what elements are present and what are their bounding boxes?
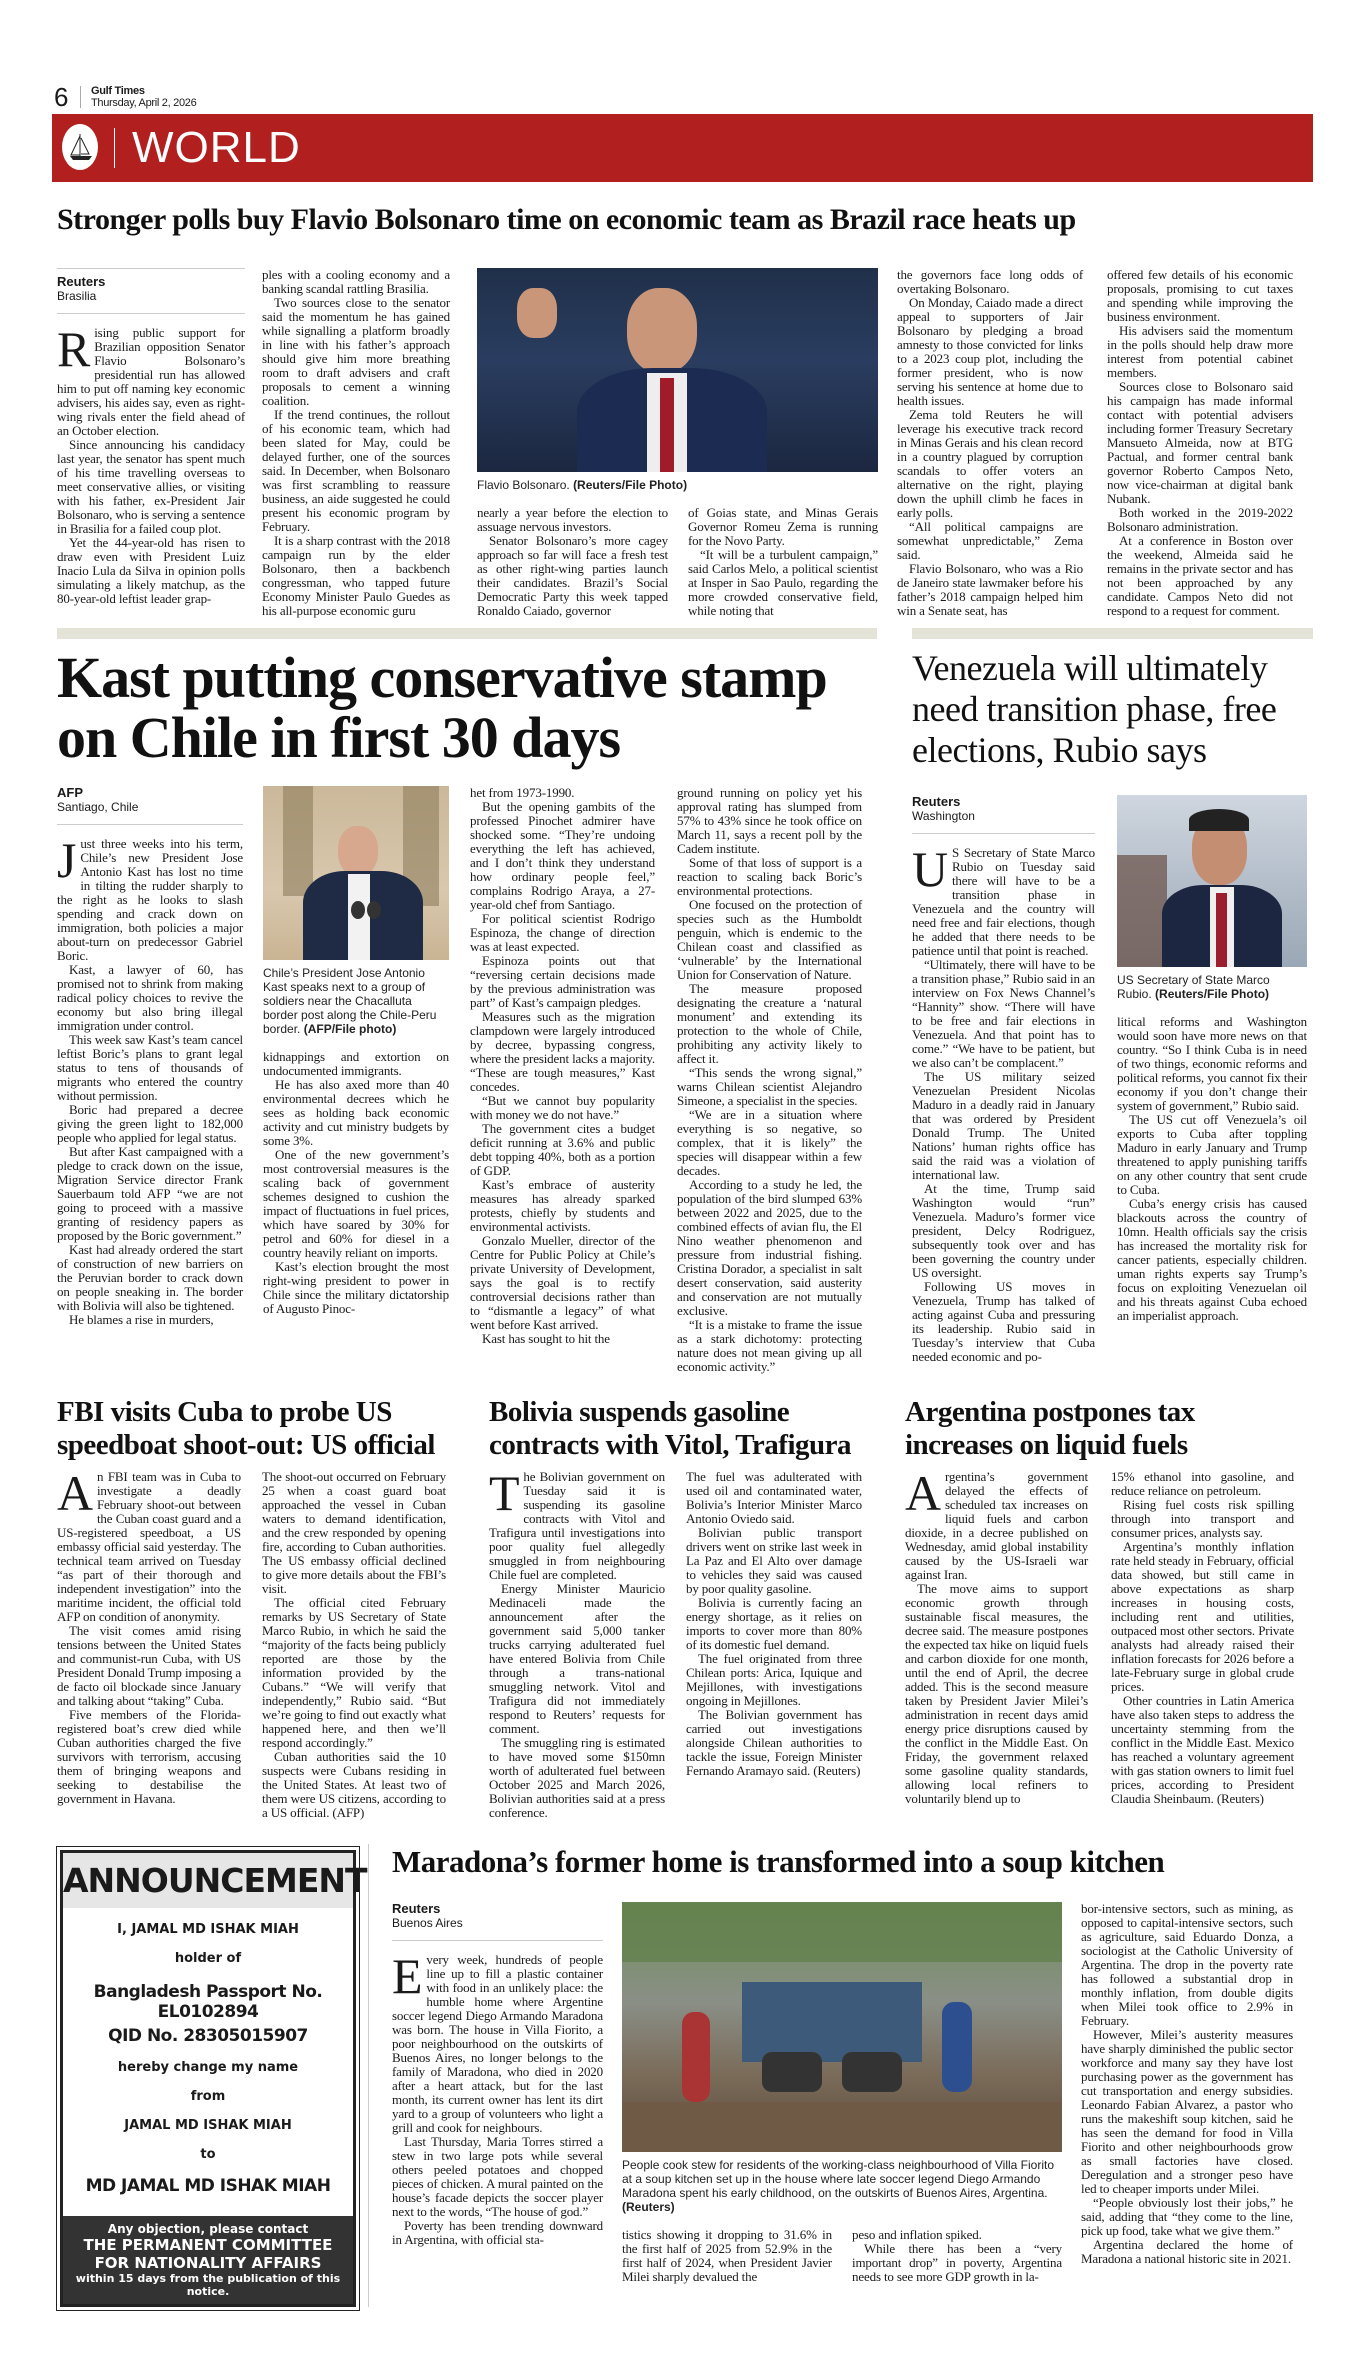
- maradona-column-3: [852, 2228, 1062, 2284]
- dateline: Brasilia: [57, 289, 97, 303]
- headline-kast: Kast putting conservative stamp on Chile in first 30 days: [57, 645, 827, 770]
- argentina-column-1: [905, 1465, 1088, 1806]
- photo-credit: (Reuters/File Photo): [573, 478, 688, 492]
- article-paragraph: litical reforms and Washington would soon have more news on that country. “So I think Cuba is in need of two things, economic reforms and political reforms, you cannot fix their economy if you don’t change their system of government,” Rubio said.: [1117, 1014, 1307, 1113]
- article-paragraph: “It will be a turbulent campaign,” said Carlos Melo, a political scientist at Insper in Sao Paulo, regarding the more crowded conservative field, while noting that: [688, 547, 878, 618]
- article-paragraph: An FBI team was in Cuba to investigate a deadly February shoot-out between the Cuban coast guard and a US-registered speedboat, a US embassy official said yesterday. The technical team arrived on Tuesday “as part of their thorough and independent investigation” into the maritime incident, the official told AFP on condition of anonymity.: [57, 1465, 241, 1624]
- headline-brazil: Stronger polls buy Flavio Bolsonaro time on economic team as Brazil race heats up: [57, 203, 1076, 236]
- article-paragraph: peso and inflation spiked.: [852, 2227, 982, 2242]
- caption-text: US Secretary of State Marco Rubio.: [1117, 973, 1270, 1001]
- footer-committee: THE PERMANENT COMMITTEE FOR NATIONALITY AFFAIRS: [83, 2236, 333, 2272]
- article-paragraph: However, Milei’s austerity measures have sharply diminished the public sector workforce and many say they have lost purchasing power as the government has cut transportation and energy subsidies. Leonardo Fabian Alvarez, a pastor who runs the makeshift soup kitchen, said he has seen the demand for food in Villa Fiorito and other neighbourhoods grow as small factories have closed. Deregulation and a stronger peso have led to cheaper imports under Milei.: [1081, 2027, 1293, 2196]
- article-paragraph: Last Thursday, Maria Torres stirred a stew in two large pots while several others peeled potatoes and chopped pieces of chicken. A mural painted on the house’s facade depicts the soccer player next to the words, “The house of god.”: [392, 2134, 603, 2219]
- article-paragraph: Gonzalo Mueller, director of the Centre for Public Policy at Chile’s private University of Development, says the goal is to rectify controversial decisions rather than to “dismantle a legacy” of what went before Kast arrived.: [470, 1233, 655, 1332]
- kast-column-2: [263, 1050, 449, 1316]
- article-paragraph: het from 1973-1990.: [470, 785, 575, 800]
- kast-column-3: [470, 786, 655, 1346]
- paper-name: Gulf Times: [91, 85, 145, 97]
- article-paragraph: ground running on policy yet his approval rating has slumped from 57% to 43% since he took office on March 11, says a recent poll by the Cadem institute.: [677, 785, 862, 856]
- headline-fbi: FBI visits Cuba to probe US speedboat shoot-out: US official: [57, 1396, 435, 1461]
- article-paragraph: The move aims to support economic growth through sustainable fiscal measures, the decree said. The measure postpones the expected tax hike on liquid fuels and carbon dioxide for one month, until the end of April, the decree added. This is the second measure taken by President Javier Milei’s administration in recent days amid energy price disruptions caused by the conflict in the Middle East. On Friday, the government relaxed some gasoline quality standards, allowing local refiners to voluntarily blend up to: [905, 1581, 1088, 1806]
- article-paragraph: Five members of the Florida-registered boat’s crew died while Cuban authorities charged the five survivors with terrorism, accusing them of bringing weapons and seeking to destabilise the government in Havana.: [57, 1707, 241, 1806]
- announcement-title: ANNOUNCEMENT: [63, 1853, 353, 1908]
- article-paragraph: Flavio Bolsonaro, who was a Rio de Janeiro state lawmaker before his father’s 2018 campaign helped him win a Senate seat, has: [897, 561, 1083, 618]
- caption-text: People cook stew for residents of the working-class neighbourhood of Villa Fiorito at a soup kitchen set up in the house where late soccer legend Diego Armando Maradona spent his early childhood, on the outskirts of Buenos Aires, Argentina.: [622, 2158, 1055, 2200]
- article-paragraph: Poverty has been trending downward in Argentina, with official sta-: [392, 2218, 603, 2247]
- maradona-column-2: [622, 2228, 832, 2284]
- maradona-column-1: [392, 1948, 603, 2247]
- article-paragraph: Both worked in the 2019-2022 Bolsonaro administration.: [1107, 505, 1293, 534]
- headline-bolivia: Bolivia suspends gasoline contracts with Vitol, Trafigura: [489, 1396, 851, 1461]
- byline-brazil: [57, 268, 245, 314]
- article-paragraph: Bolivian public transport drivers went on strike last week in La Paz and El Alto over damage to vehicles they said was caused by poor quality gasoline.: [686, 1525, 862, 1596]
- article-paragraph: ples with a cooling economy and a banking scandal rattling Brasilia.: [262, 267, 450, 296]
- kast-column-4: [677, 786, 862, 1374]
- article-paragraph: At a conference in Boston over the weekend, Almeida said he remains in the private sector and has not been approached by any candidate. Campos Neto did not respond to a request for comment.: [1107, 533, 1293, 618]
- agency: Reuters: [57, 274, 106, 289]
- maradona-article: [392, 1844, 1294, 2284]
- bolivia-column-1: [489, 1465, 665, 1820]
- agency: Reuters: [392, 1901, 441, 1916]
- article-paragraph: Argentina declared the home of Maradona a national historic site in 2021.: [1081, 2237, 1293, 2266]
- article-paragraph: One focused on the protection of species such as the Humboldt penguin, which is endemic to the Chilean coast and classified as ‘vulnerable’ by the International Union for Conservation of Nature.: [677, 897, 862, 982]
- headline-argentina: Argentina postpones tax increases on liquid fuels: [905, 1396, 1195, 1461]
- article-paragraph: “This sends the wrong signal,” warns Chilean scientist Alejandro Simeone, a specialist in the species.: [677, 1065, 862, 1108]
- article-paragraph: Energy Minister Mauricio Medinaceli made the announcement after the government said 5,000 tanker trucks carrying adulterated fuel have entered Bolivia from Chile through a trans-national smuggling network. Vitol and Trafigura did not immediately respond to Reuters’ requests for comment.: [489, 1581, 665, 1736]
- article-paragraph: Kast’s embrace of austerity measures has already sparked protests, chiefly by students and environmental activists.: [470, 1177, 655, 1234]
- article-paragraph: The fuel was adulterated with used oil and contaminated water, Bolivia’s Interior Minister Marco Antonio Oviedo said.: [686, 1469, 862, 1526]
- article-paragraph: “Ultimately, there will have to be a transition phase,” Rubio said in an interview on Fox News Channel’s “Hannity” show. “There will have to be free and fair elections in Venezuela. And that point has to come.” “We have to be patient, but we also can’t be complacent.”: [912, 957, 1095, 1070]
- footer-line: within 15 days from the publication of this notice.: [75, 2272, 341, 2298]
- article-paragraph: of Goias state, and Minas Gerais Governor Romeu Zema is running for the Novo Party.: [688, 505, 878, 548]
- kast-article: [57, 645, 887, 1374]
- old-name: JAMAL MD ISHAK MIAH: [124, 2118, 292, 2133]
- page-content: [57, 203, 1313, 2307]
- passport-number: Bangladesh Passport No. EL0102894: [93, 1982, 323, 2022]
- article-paragraph: The Bolivian government on Tuesday said it is suspending its gasoline contracts with Vitol and Trafigura until investigations into poor quality fuel allegedly smuggled in from neighbouring Chile fuel are completed.: [489, 1465, 665, 1582]
- announcement-line: hereby change my name: [117, 2060, 299, 2075]
- photo-jose-antonio-kast: [263, 786, 449, 960]
- article-paragraph: The US cut off Venezuela’s oil exports to Cuba after toppling Maduro in early January and Trump threatened to apply punishing tariffs on any other country that sent crude to Cuba.: [1117, 1112, 1307, 1197]
- article-paragraph: Just three weeks into his term, Chile’s new President Jose Antonio Kast has lost no time in tilting the rudder sharply to the right as he looks to slash spending and crack down on immigration, both policies a major about-turn on predecessor Gabriel Boric.: [57, 832, 243, 963]
- announcement-ad: [60, 1850, 367, 2307]
- article-paragraph: The measure proposed designating the creature a ‘natural monument’ and extending its protection to the whole of Chile, prohibiting any activity likely to affect it.: [677, 981, 862, 1066]
- article-paragraph: “People obviously lost their jobs,” he said, adding that “they come to the line, pick up food, take what we give them.”: [1081, 2195, 1293, 2238]
- argentina-article: [905, 1396, 1295, 1806]
- article-paragraph: This week saw Kast’s team cancel leftist Boric’s plans to grant legal status to tens of thousands of migrants who entered the country without permission.: [57, 1032, 243, 1103]
- article-paragraph: Boric had prepared a decree giving the green light to 182,000 people who applied for legal status.: [57, 1102, 243, 1145]
- kast-column-1: [57, 832, 243, 1327]
- fbi-column-2: [262, 1470, 446, 1820]
- bolivia-column-2: [686, 1470, 862, 1778]
- article-paragraph: The US military seized Venezuelan President Nicolas Maduro in a deadly raid in January that was ordered by President Donald Trump. The United Nations’ human rights office has said the raid was a violation of international law.: [912, 1069, 1095, 1182]
- article-paragraph: It is a sharp contrast with the 2018 campaign run by the elder Bolsonaro, then a backbench congressman, who tapped future Economy Minister Paulo Guedes as his all-purpose economic guru: [262, 533, 450, 618]
- maradona-column-4: [1081, 1902, 1293, 2266]
- dateline: Washington: [912, 809, 975, 823]
- byline-venezuela: [912, 795, 1095, 834]
- article-paragraph: The government cites a budget deficit running at 3.6% and public debt topping 40%, both as a portion of GDP.: [470, 1121, 655, 1178]
- article-paragraph: For political scientist Rodrigo Espinoza, the change of direction was at least expected.: [470, 911, 655, 954]
- article-paragraph: Argentina’s government delayed the effects of scheduled tax increases on liquid fuels and carbon dioxide, in a decree published on Wednesday, amid global instability caused by the US-Israeli war against Iran.: [905, 1465, 1088, 1582]
- headline-maradona: Maradona’s former home is transformed into a soup kitchen: [392, 1844, 1165, 1879]
- announcement-footer: [63, 2216, 353, 2304]
- article-paragraph: On Monday, Caiado made a direct appeal to supporters of Jair Bolsonaro by pledging a broad amnesty to those convicted for links to a 2023 coup plot, including the former president, who is now serving his sentence at home due to health issues.: [897, 295, 1083, 408]
- brazil-column-4: [688, 506, 878, 618]
- ad-divider: [368, 1844, 369, 2307]
- brazil-column-5: [897, 268, 1083, 618]
- brazil-column-1: [57, 321, 245, 606]
- article-paragraph: “It is a mistake to frame the issue as a stark dichotomy: protecting nature does not mean giving up all economic activity.”: [677, 1317, 862, 1374]
- article-paragraph: But the opening gambits of the professed Pinochet admirer have shocked some. “They’re undoing everything the left has achieved, and I don’t think they understand how ordinary people feel,” complains Rodrigo Araya, a 27-year-old chef from Santiago.: [470, 799, 655, 912]
- article-paragraph: US Secretary of State Marco Rubio on Tuesday said there will have to be a transition phase in Venezuela and the country will need free and fair elections, though he added that there needs to be patience until that point is reached.: [912, 841, 1095, 958]
- article-paragraph: One of the new government’s most controversial measures is the scaling back of government schemes designed to cushion the impact of fluctuations in fuel prices, which have soared by 30% for petrol and 60% for diesel in a country heavily reliant on imports.: [263, 1147, 449, 1260]
- article-paragraph: The official cited February remarks by US Secretary of State Marco Rubio, in which he said the “majority of the facts being publicly reported are those by the information provided by the Cubans.” “We will verify that independently,” Rubio said. “But we’re going to find out exactly what happened here, and then we’ll respond accordingly.”: [262, 1595, 446, 1750]
- article-paragraph: tistics showing it dropping to 31.6% in the first half of 2025 from 52.9% in the first half of 2024, when President Javier Milei sharply devalued the: [622, 2227, 832, 2284]
- article-paragraph: 15% ethanol into gasoline, and reduce reliance on petroleum.: [1111, 1469, 1294, 1498]
- brazil-column-3: [477, 506, 668, 618]
- argentina-column-2: [1111, 1470, 1294, 1806]
- article-paragraph: “All political campaigns are somewhat unpredictable,” Zema said.: [897, 519, 1083, 562]
- article-paragraph: Zema told Reuters he will leverage his executive track record in Minas Gerais and his clean record in a country plagued by corruption scandals to offer voters an alternative on the right, playing down the uphill climb he faces in early polls.: [897, 407, 1083, 520]
- photo-credit: (Reuters): [622, 2200, 675, 2214]
- section-banner: [52, 114, 1313, 182]
- announcement-line: I, JAMAL MD ISHAK MIAH: [117, 1922, 299, 1937]
- article-paragraph: The fuel originated from three Chilean ports: Arica, Iquique and Mejillones, with investigations ongoing in Mejillones.: [686, 1651, 862, 1708]
- article-paragraph: The shoot-out occurred on February 25 when a coast guard boat approached the vessel in Cuban waters to demand identification, and the crew responded by opening fire, according to Cuban authorities. The US embassy official declined to give more details about the FBI’s visit.: [262, 1469, 446, 1596]
- article-paragraph: “But we cannot buy popularity with money we do not have.”: [470, 1093, 655, 1122]
- article-paragraph: He has also axed more than 40 environmental decrees which he sees as holding back economic activity and cut ministry budgets by some 3%.: [263, 1077, 449, 1148]
- article-paragraph: Kast’s election brought the most right-wing president to power in Chile since the military dictatorship of Augusto Pinoc-: [263, 1259, 449, 1316]
- announcement-line: to: [200, 2147, 216, 2162]
- article-paragraph: Other countries in Latin America have also taken steps to address the uncertainty stemming from the conflict in the Middle East. Mexico has reached a voluntary agreement with gas station owners to limit fuel prices, according to President Claudia Sheinbaum. (Reuters): [1111, 1693, 1294, 1806]
- page-number: 6: [54, 82, 69, 112]
- section-title: WORLD: [132, 123, 301, 172]
- photo-credit: (Reuters/File Photo): [1155, 987, 1270, 1001]
- article-paragraph: Rising public support for Brazilian opposition Senator Flavio Bolsonaro’s presidential run has allowed him to put off naming key economic advisers, his aides say, even as right-wing rivals enter the field ahead of an October election.: [57, 321, 245, 438]
- bolivia-article: [489, 1396, 862, 1820]
- article-paragraph: Senator Bolsonaro’s more cagey approach so far will face a fresh test as other right-wing parties launch their candidates. Brazil’s Social Democratic Party this week tapped Ronaldo Caiado, governor: [477, 533, 668, 618]
- photo-soup-kitchen: [622, 1902, 1062, 2152]
- article-paragraph: If the trend continues, the rollout of his economic team, which had been slated for May, could be delayed further, one of the sources said. In December, when Bolsonaro was first scrambling to reassure business, an aide suggested he could present his economic program by February.: [262, 407, 450, 534]
- agency: Reuters: [912, 794, 961, 809]
- caption-venezuela: [1117, 973, 1307, 1001]
- fbi-column-1: [57, 1465, 241, 1806]
- article-paragraph: The visit comes amid rising tensions between the United States and communist-run Cuba, with US President Donald Trump imposing a de facto oil blockade since January and talking about “taking” Cuba.: [57, 1623, 241, 1708]
- article-paragraph: At the time, Trump said Washington would “run” Venezuela. Maduro’s former vice president, Delcy Rodriguez, subsequently took over and has been governing the country under US oversight.: [912, 1181, 1095, 1280]
- section-divider: [912, 628, 1313, 639]
- caption-text: Chile’s President Jose Antonio Kast speaks next to a group of soldiers near the Chacalluta border post along the Chile-Peru border.: [263, 966, 437, 1036]
- new-name: MD JAMAL MD ISHAK MIAH: [85, 2176, 331, 2196]
- article-paragraph: Yet the 44-year-old has risen to draw even with President Luiz Inacio Lula da Silva in opinion polls simulating a likely matchup, as the 80-year-old leftist leader grap-: [57, 535, 245, 606]
- caption-kast: [263, 966, 449, 1036]
- article-paragraph: Kast has sought to hit the: [482, 1331, 610, 1346]
- article-paragraph: While there has been a “very important drop” in poverty, Argentina needs to see more GDP growth in la-: [852, 2241, 1062, 2284]
- venezuela-article: [912, 648, 1313, 1364]
- article-paragraph: Every week, hundreds of people line up to fill a plastic container with food in an unlikely place: the humble home where Argentine soccer legend Diego Armando Maradona was born. The house in Villa Fiorito, a poor neighbourhood on the outskirts of Buenos Aires, no longer belongs to the family of Maradona, who died in 2020 after a heart attack, but for the last month, its current owner has lent its dirt yard to a group of volunteers who light a grill and cook for neighbours.: [392, 1948, 603, 2135]
- dateline: Buenos Aires: [392, 1916, 463, 1930]
- article-paragraph: Measures such as the migration clampdown were largely introduced by decree, bypassing congress, where the president lacks a majority. “These are tough measures,” Kast concedes.: [470, 1009, 655, 1094]
- byline-maradona: [392, 1902, 603, 1941]
- venezuela-column-2: [1117, 1015, 1307, 1323]
- brazil-article: [57, 268, 1313, 618]
- article-paragraph: Espinoza points out that “reversing certain decisions made by the previous administration was part” of Kast’s campaign pledges.: [470, 953, 655, 1010]
- issue-date: Thursday, April 2, 2026: [91, 97, 197, 109]
- article-paragraph: His advisers said the momentum in the polls should help draw more interest from potential cabinet members.: [1107, 323, 1293, 380]
- photo-credit: (AFP/File photo): [303, 1022, 397, 1036]
- article-paragraph: He blames a rise in murders,: [69, 1312, 214, 1327]
- article-paragraph: Rising fuel costs risk spilling through into transport and consumer prices, analysts say.: [1111, 1497, 1294, 1540]
- article-paragraph: offered few details of his economic proposals, promising to cut taxes and spending while improving the business environment.: [1107, 267, 1293, 324]
- headline-venezuela: Venezuela will ultimately need transition phase, free elections, Rubio says: [912, 648, 1277, 770]
- article-paragraph: Following US moves in Venezuela, Trump has talked of acting against Cuba and pressuring its leadership. Rubio said in Tuesday’s interview that Cuba needed economic and po-: [912, 1279, 1095, 1364]
- article-paragraph: Kast had already ordered the start of construction of new barriers on the Peruvian border to crack down on people sneaking in. The border with Bolivia will also be tightened.: [57, 1242, 243, 1313]
- venezuela-column-1: [912, 841, 1095, 1364]
- photo-flavio-bolsonaro: [477, 268, 878, 472]
- agency: AFP: [57, 785, 83, 800]
- article-paragraph: “We are in a situation where everything is so negative, so complex, that it is likely” the species will disappear within a few decades.: [677, 1107, 862, 1178]
- article-paragraph: Some of that loss of support is a reaction to scaling back Boric’s environmental protections.: [677, 855, 862, 898]
- qid-number: QID No. 28305015907: [108, 2026, 308, 2046]
- caption-brazil: [477, 478, 878, 492]
- article-paragraph: But after Kast campaigned with a pledge to crack down on the issue, Migration Service director Frank Sauerbaum told AFP “we are not going to proceed with a massive granting of residency papers as proposed by the Boric government.”: [57, 1144, 243, 1243]
- article-paragraph: Two sources close to the senator said the momentum he has gained while signalling a platform broadly in line with his father’s approach should give him more breathing room to draft advisers and craft proposals to cement a winning coalition.: [262, 295, 450, 408]
- caption-text: Flavio Bolsonaro.: [477, 478, 570, 492]
- masthead-divider: [80, 86, 81, 108]
- article-paragraph: Kast, a lawyer of 60, has promised not to shrink from making radical policy choices to revive the economy but also bring illegal immigration under control.: [57, 962, 243, 1033]
- article-paragraph: bor-intensive sectors, such as mining, as opposed to capital-intensive sectors, such as agriculture, said Eduardo Donza, a sociologist at the Catholic University of Argentina. The drop in the poverty rate has followed a substantial drop in monthly inflation, from double digits when Milei took office to 2.9% in February.: [1081, 1901, 1293, 2028]
- ship-logo-icon: [62, 124, 98, 170]
- article-paragraph: The Bolivian government has carried out investigations alongside Chilean authorities to tackle the issue, Foreign Minister Fernando Aramayo said. (Reuters): [686, 1707, 862, 1778]
- fbi-article: [57, 1396, 447, 1820]
- article-paragraph: The smuggling ring is estimated to have moved some $150mn worth of adulterated fuel between October 2025 and March 2026, Bolivian authorities said at a press conference.: [489, 1735, 665, 1820]
- caption-maradona: [622, 2158, 1062, 2214]
- section-divider: [57, 628, 877, 639]
- article-paragraph: According to a study he led, the population of the bird slumped 63% between 2022 and 2025, due to the combined effects of avian flu, the El Nino weather phenomenon and pressure from industrial fishing. Cristina Dorador, a specialist in salt desert conservation, said austerity and conservation are not mutually exclusive.: [677, 1177, 862, 1318]
- banner-divider: [114, 128, 115, 168]
- article-paragraph: nearly a year before the election to assuage nervous investors.: [477, 505, 668, 534]
- dateline: Santiago, Chile: [57, 800, 139, 814]
- article-paragraph: Sources close to Bolsonaro said his campaign has made informal contact with potential advisers including former Treasury Secretary Mansueto Almeida, now at BTG Pactual, and former central bank governor Roberto Campos Neto, now vice-chairman at digital bank Nubank.: [1107, 379, 1293, 506]
- article-paragraph: the governors face long odds of overtaking Bolsonaro.: [897, 267, 1083, 296]
- announcement-line: holder of: [174, 1951, 242, 1966]
- article-paragraph: Cuban authorities said the 10 suspects were Cubans residing in the United States. At least two of them were US citizens, according to a US official. (AFP): [262, 1749, 446, 1820]
- article-paragraph: Argentina’s monthly inflation rate held steady in February, official data showed, but still came in above expectations as sharp increases in housing costs, including rent and utilities, outpaced most other sectors. Private analysts had already raised their inflation forecasts for 2026 before a late-February surge in global crude prices.: [1111, 1539, 1294, 1694]
- article-paragraph: kidnappings and extortion on undocumented immigrants.: [263, 1049, 449, 1078]
- article-paragraph: Bolivia is currently facing an energy shortage, as it relies on imports to cover more than 80% of its domestic fuel demand.: [686, 1595, 862, 1652]
- footer-line: Any objection, please contact: [107, 2222, 309, 2236]
- brazil-column-6: [1107, 268, 1293, 618]
- article-paragraph: Since announcing his candidacy last year, the senator has spent much of his time travelling overseas to meet conservative allies, or visiting with his father, ex-President Jair Bolsonaro, who is serving a sentence in Brasilia for a failed coup plot.: [57, 437, 245, 536]
- announcement-line: from: [190, 2089, 226, 2104]
- article-paragraph: Cuba’s energy crisis has caused blackouts across the country of 10mn. Health officials say the crisis has increased the mortality risk for cancer patients, especially children. uman rights experts say Trump’s focus on exploiting Venezuelan oil and his threats against Cuba echoed an imperialist approach.: [1117, 1196, 1307, 1323]
- brazil-column-2: [262, 268, 450, 618]
- byline-kast: [57, 786, 243, 825]
- photo-marco-rubio: [1117, 795, 1307, 967]
